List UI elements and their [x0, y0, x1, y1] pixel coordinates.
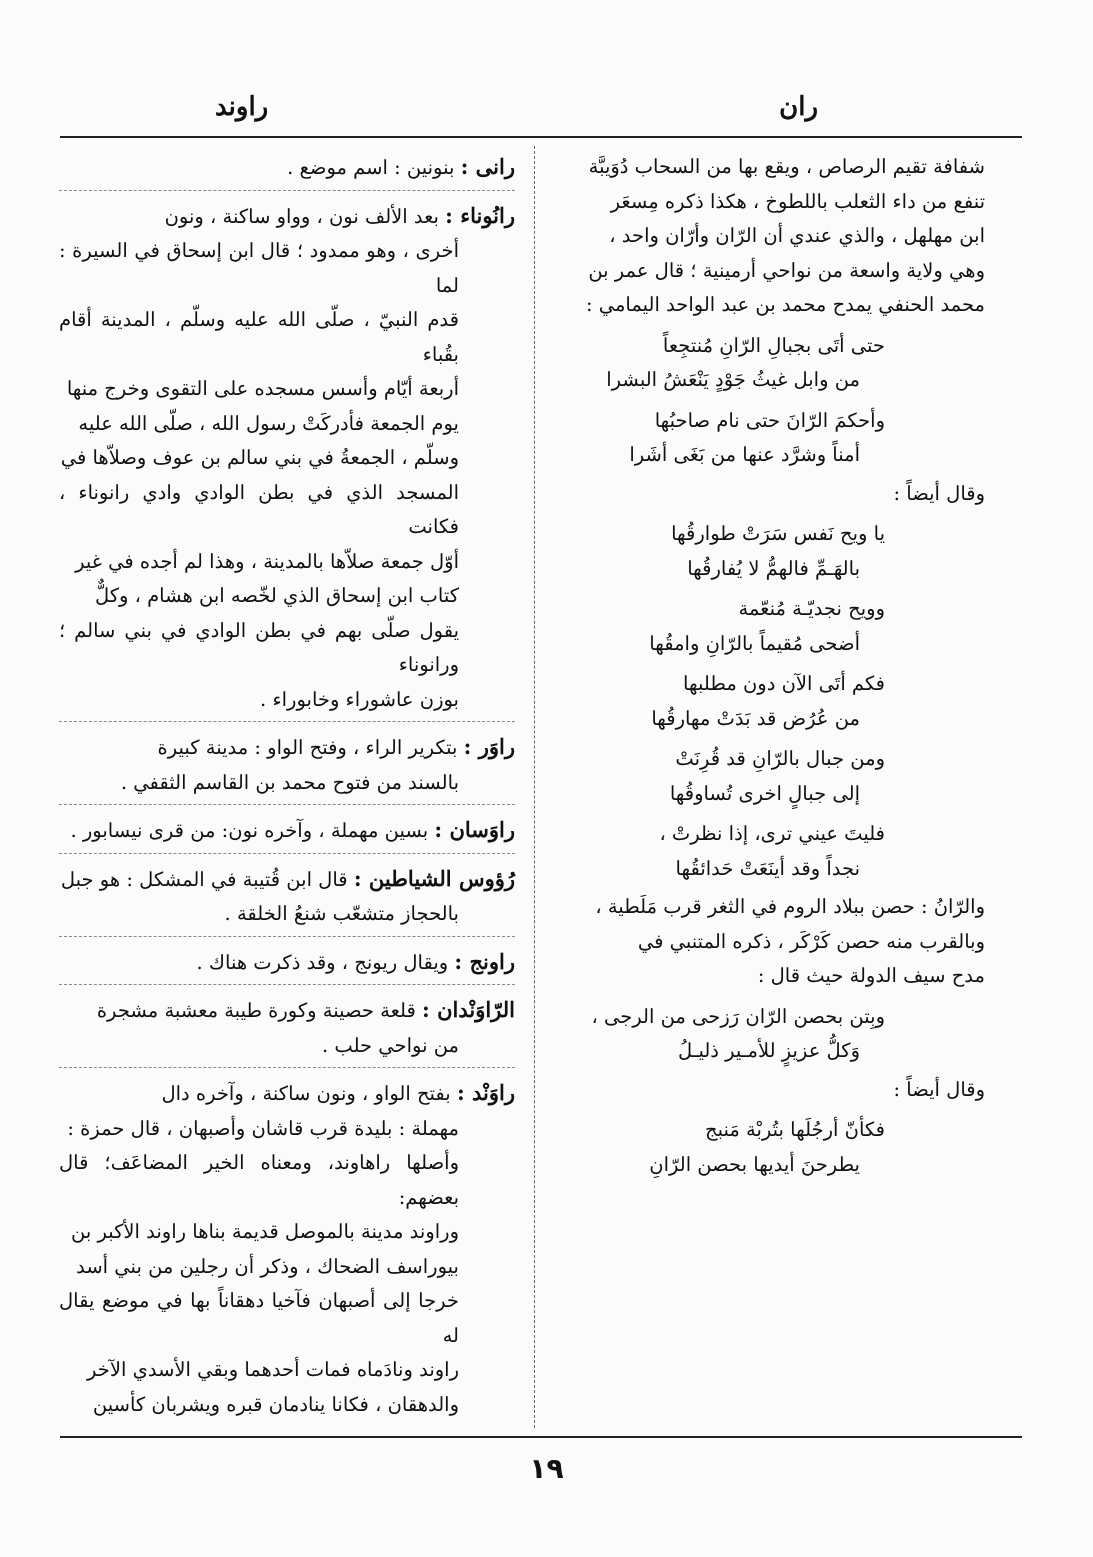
- running-head-left: راوند: [215, 92, 269, 122]
- paragraph: وقال أيضاً :: [893, 481, 985, 505]
- hemistich: فكم أتَى الآن دون مطلبها: [683, 672, 885, 695]
- entry-headword: راوَر :: [463, 734, 515, 759]
- entry-rawasan: [59, 813, 515, 849]
- line: وهي ولاية واسعة من نواحي أرمينية ؛ قال عمر بن: [588, 258, 985, 282]
- hemistich: يطرحنَ أيديها بحصن الرّانِ: [649, 1152, 860, 1176]
- line: شفافة تقيم الرصاص ، ويقع بها من السحاب دُوَيبَّة: [588, 155, 985, 178]
- line: ابن مهلهل ، والذي عندي أن الرّان وأرّان واحد ،: [609, 224, 985, 247]
- hemistich: أضحى مُقيماً بالرّانِ وامقُها: [649, 631, 860, 655]
- line: المسجد الذي في بطن الوادي وادي رانوناء ، فكانت: [59, 480, 459, 538]
- line: وأصلها راهاوند، ومعناه الخير المضاعَف؛ قال بعضهم:: [59, 1151, 459, 1209]
- line: كتاب ابن إسحاق الذي لخّصه ابن هشام ، وكلٌّ: [94, 584, 459, 607]
- right-column: [555, 150, 985, 1186]
- line: بالحجاز متشعّب شنعُ الخلقة .: [224, 902, 459, 925]
- line: أربعة أيّام وأسس مسجده على التقوى وخرج منها: [66, 377, 459, 400]
- entry-rawanj: [59, 945, 515, 981]
- verse: [555, 329, 985, 398]
- line: بوزن عاشوراء وخابوراء .: [260, 687, 459, 711]
- verse: [555, 404, 985, 473]
- hemistich: فكأنّ أرجُلَها بتُربْة مَنبج: [705, 1118, 885, 1141]
- entry-separator: [59, 936, 515, 937]
- line: مهملة : بليدة قرب قاشان وأصبهان ، قال حمزة :: [67, 1116, 459, 1140]
- hemistich: حتى أتَى بجبالِ الرّانِ مُنتجِعاً: [662, 333, 885, 357]
- verse: [555, 817, 985, 886]
- verse: [555, 667, 985, 736]
- line: قدم النبيّ ، صلّى الله عليه وسلّم ، المدينة أقام بقُباء: [59, 308, 459, 366]
- bottom-rule: [60, 1436, 1022, 1438]
- hemistich: فليتَ عيني ترى، إذا نظرتْ ،: [659, 822, 885, 845]
- hemistich: إلى جبالٍ اخرى تُساوقُها: [669, 781, 860, 805]
- hemistich: وبِتن بحصن الرّان رَزحى من الرجى ،: [591, 1004, 885, 1028]
- line: بفتح الواو ، ونون ساكنة ، وآخره دال: [161, 1082, 451, 1105]
- line: ويقال ريونج ، وقد ذكرت هناك .: [196, 950, 449, 974]
- hemistich: وأحكمَ الرّانَ حتى نام صاحبُها: [654, 408, 885, 432]
- hemistich: وَكلُّ عزيزٍ للأمـير ذليـلُ: [677, 1039, 860, 1062]
- hemistich: يا ويح نَفس سَرَتْ طوارقُها: [671, 522, 885, 545]
- line: والدهقان ، فكانا ينادمان قبره ويشربان كأسين: [92, 1392, 459, 1416]
- entry-al-rawandan: [59, 993, 515, 1063]
- paragraph-ran: [555, 150, 985, 323]
- line: والرّانُ : حصن ببلاد الروم في الثغر قرب مَلَطية ،: [595, 895, 985, 918]
- line: بسين مهملة ، وآخره نون: من قرى نيسابور .: [70, 819, 429, 842]
- hemistich: من عُرُض قد بَدَتْ مهارقُها: [651, 706, 860, 730]
- hemistich: بالهَـمِّ فالهمُّ لا يُفارقُها: [687, 556, 860, 580]
- verse: [555, 1000, 985, 1069]
- left-column: [59, 150, 515, 1424]
- line: أوّل جمعة صلاّها بالمدينة ، وهذا لم أجده في غير: [75, 549, 459, 573]
- entry-headword: راونج :: [454, 948, 515, 974]
- entry-headword: رانُوناء :: [445, 202, 515, 228]
- entry-headword: راوَسان :: [434, 817, 515, 842]
- hemistich: ومن جبال بالرّانِ قد قُرِنَتْ: [675, 747, 885, 770]
- entry-ranuna: [59, 199, 515, 718]
- line: بتكرير الراء ، وفتح الواو : مدينة كبيرة: [157, 736, 458, 759]
- entry-separator: [59, 984, 515, 985]
- line: يقول صلّى بهم في بطن الوادي في بني سالم ؛ ورانوناء: [59, 618, 459, 676]
- running-head-right: ران: [779, 92, 818, 122]
- line: وبالقرب منه حصن كَرْكَر ، ذكره المتنبي في: [637, 929, 985, 953]
- line: وسلّم ، الجمعةُ في بني سالم بن عوف وصلاّها في: [60, 446, 459, 469]
- hemistich: نجداً وقد أينَعَتْ حَدائقُها: [675, 856, 860, 880]
- entry-separator: [59, 190, 515, 191]
- entry-separator: [59, 1067, 515, 1068]
- entry-headword: رانى :: [460, 154, 515, 179]
- entry-headword: راوَنْد :: [456, 1080, 515, 1105]
- paragraph: وقال أيضاً :: [893, 1077, 985, 1101]
- line: بنونين : اسم موضع .: [287, 156, 455, 179]
- verse: [555, 1113, 985, 1182]
- line: يوم الجمعة فأدركَتْ رسول الله ، صلّى الله عليه: [78, 411, 459, 435]
- line: بالسند من فتوح محمد بن القاسم الثقفي .: [120, 770, 459, 794]
- line: من نواحي حلب .: [322, 1033, 459, 1057]
- hemistich: أمناً وشرَّد عنها من بَغَى أشَرا: [629, 443, 860, 466]
- paragraph-ran-fortress: [555, 890, 985, 994]
- line: محمد الحنفي يمدح محمد بن عبد الواحد اليمامي :: [585, 293, 985, 316]
- line: تنفع من داء الثعلب باللطوخ ، هكذا ذكره مِسعَر: [610, 189, 985, 213]
- line: خرجا إلى أصبهان فآخيا دهقاناً بها في موضع يقال له: [59, 1289, 459, 1347]
- page-number: ١٩: [529, 1452, 564, 1485]
- top-rule: [60, 136, 1022, 138]
- column-divider: [534, 146, 535, 1428]
- line: راوند ونادَماه فمات أحدهما وبقي الأسدي الآخر: [87, 1358, 459, 1381]
- line: قلعة حصينة وكورة طيبة معشبة مشجرة: [96, 999, 416, 1022]
- entry-rawar: [59, 730, 515, 800]
- entry-rawand: [59, 1076, 515, 1422]
- verse: [555, 742, 985, 811]
- line: قال ابن قُتيبة في المشكل : هو جبل: [60, 867, 348, 891]
- line: أخرى ، وهو ممدود ؛ قال ابن إسحاق في السيرة : لما: [59, 239, 459, 297]
- line: مدح سيف الدولة حيث قال :: [757, 964, 985, 987]
- line: وراوند مدينة بالموصل قديمة بناها راوند الأكبر بن: [71, 1220, 459, 1243]
- entry-separator: [59, 853, 515, 854]
- hemistich: من وابل غيثُ جَوْدٍ يَنْعَشُ البشرا: [606, 368, 860, 391]
- line: بيوراسف الضحاك ، وذكر أن رجلين من بني أسد: [76, 1254, 459, 1278]
- entry-ruus-al-shayatin: [59, 862, 515, 932]
- line: بعد الألف نون ، وواو ساكنة ، ونون: [164, 204, 439, 228]
- entry-rani: [59, 150, 515, 186]
- entry-headword: الرّاوَنْدان :: [422, 997, 515, 1022]
- verse: [555, 517, 985, 586]
- hemistich: وويح نجديّـة مُنعّمة: [738, 597, 885, 620]
- entry-separator: [59, 804, 515, 805]
- verse: [555, 592, 985, 661]
- entry-separator: [59, 721, 515, 722]
- entry-headword: رُؤوس الشياطين :: [353, 865, 515, 891]
